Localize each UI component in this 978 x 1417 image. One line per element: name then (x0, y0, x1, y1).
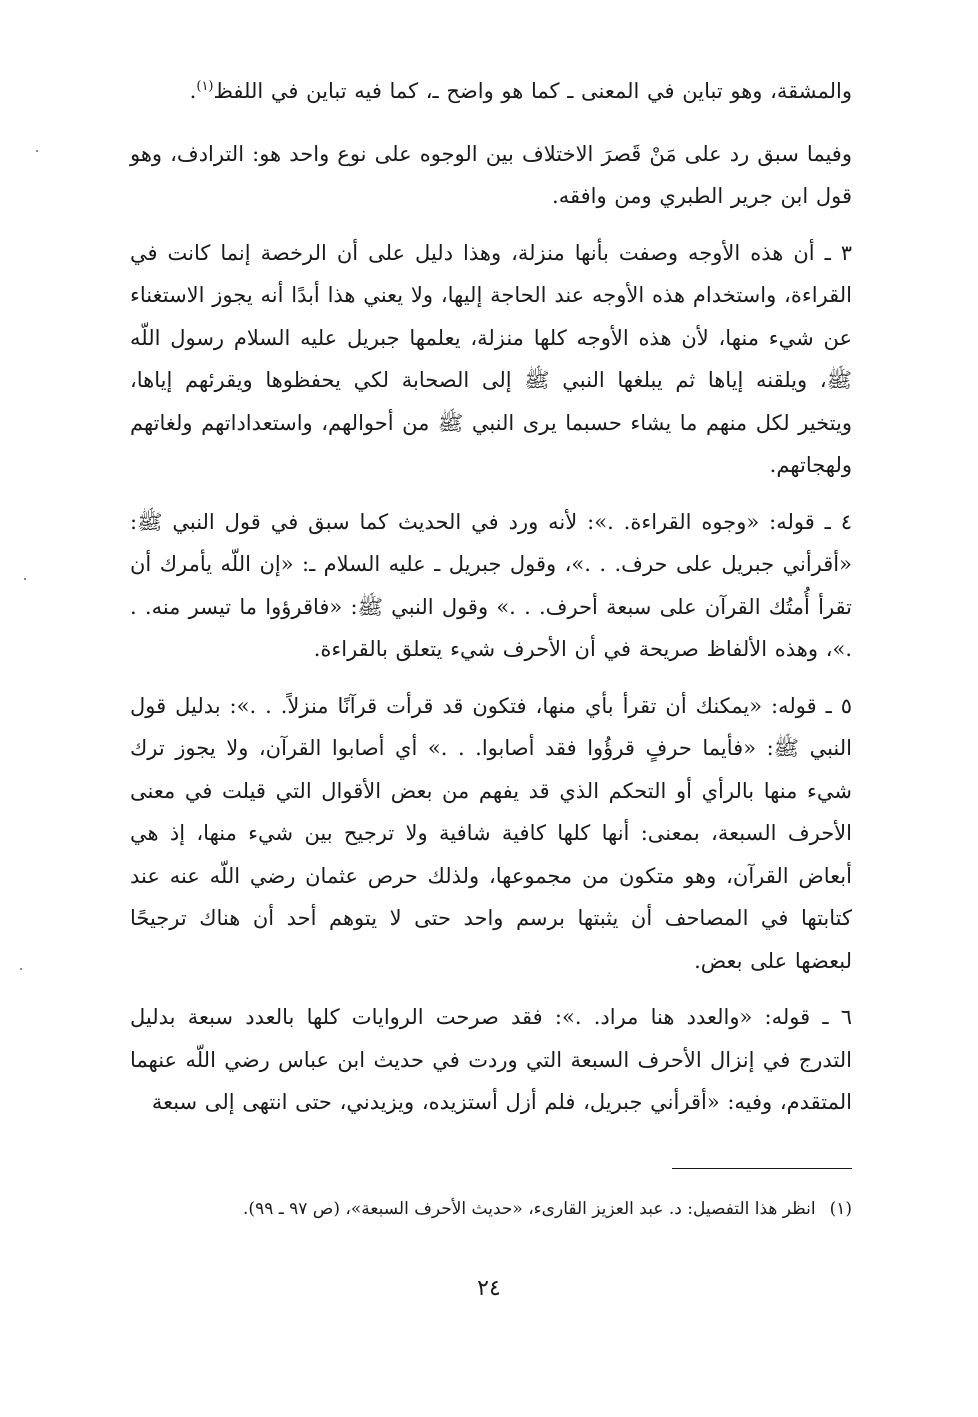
page-body (130, 70, 852, 1138)
footnote-divider (672, 1168, 852, 1169)
page-number: ٢٤ (477, 1276, 501, 1301)
footnote (180, 1196, 852, 1222)
paragraph-point-6: ٦ ـ قوله: «والعدد هنا مراد. .»: فقد صرحت الروايات كلها بالعدد سبعة بدليل التدرج في إنزال الأحرف السبعة التي وردت في حديث ابن عباس رضي اللّه عنهما المتقدم، وفيه: «أقرأني جبريل، فلم أزل أستزيده، ويزيدني، حتى انتهى إلى سبعة (130, 1005, 852, 1114)
paragraph-1 (130, 70, 852, 113)
paragraph-point-5: ٥ ـ قوله: «يمكنك أن تقرأ بأي منها، فتكون قد قرأت قرآنًا منزلاً. . .»: بدليل قول النبي ﷺ: «فأيما حرفٍ قرؤُوا فقد أصابوا. . .» أي أصابوا القرآن، ولا يجوز ترك شيء منها بالرأي أو التحكم الذي قد يفهم من بعض الأقوال التي قيلت في معنى الأحرف السبعة، بمعنى: أنها كلها كافية شافية ولا ترجيح بين شيء منها، إذ هي أبعاض القرآن، وهو متكون من مجموعها، ولذلك حرص عثمان رضي اللّه عنه عند كتابتها في المصاحف أن يثبتها برسم واحد حتى لا يتوهم أحد أن هناك ترجيحًا لبعضها على بعض. (130, 693, 852, 973)
paragraph-2: وفيما سبق رد على مَنْ قَصرَ الاختلاف بين الوجوه على نوع واحد هو: الترادف، وهو قول ابن جرير الطبري ومن وافقه. (130, 141, 852, 208)
footnote-reference[interactable]: (١) (196, 79, 214, 94)
paragraph-point-4: ٤ ـ قوله: «وجوه القراءة. .»: لأنه ورد في الحديث كما سبق في قول النبي ﷺ: «أقرأني جبريل على حرف. . .»، وقول جبريل ـ عليه السلام ـ: «إن اللّه يأمرك أن تقرأ أُمتُك القرآن على سبعة أحرف. . .» وقول النبي ﷺ: «فاقرؤوا ما تيسر منه. . .»، وهذه الألفاظ صريحة في أن الأحرف شيء يتعلق بالقراءة. (130, 509, 852, 661)
scan-speck (20, 968, 22, 970)
footnote-number: (١) (829, 1199, 852, 1219)
paragraph-1-text: والمشقة، وهو تباين في المعنى ـ كما هو واضح ـ، كما فيه تباين في اللفظ (213, 79, 852, 103)
scan-speck (36, 150, 38, 152)
paragraph-1-end: . (189, 79, 197, 103)
paragraph-point-3: ٣ ـ أن هذه الأوجه وصفت بأنها منزلة، وهذا دليل على أن الرخصة إنما كانت في القراءة، واستخدام هذه الأوجه عند الحاجة إليها، ولا يعني هذا أبدًا أنه يجوز الاستغناء عن شيء منها، لأن هذه الأوجه كلها منزلة، يعلمها جبريل عليه السلام رسول اللّه ﷺ، ويلقنه إياها ثم يبلغها النبي ﷺ إلى الصحابة لكي يحفظوها ويقرئهم إياها، ويتخير لكل منهم ما يشاء حسبما يرى النبي ﷺ من أحوالهم، واستعداداتهم ولغاتهم ولهجاتهم. (130, 240, 852, 477)
footnote-text: انظر هذا التفصيل: د. عبد العزيز القارىء، «حديث الأحرف السبعة»، (ص ٩٧ ـ ٩٩). (243, 1199, 816, 1219)
scan-speck (24, 578, 26, 580)
